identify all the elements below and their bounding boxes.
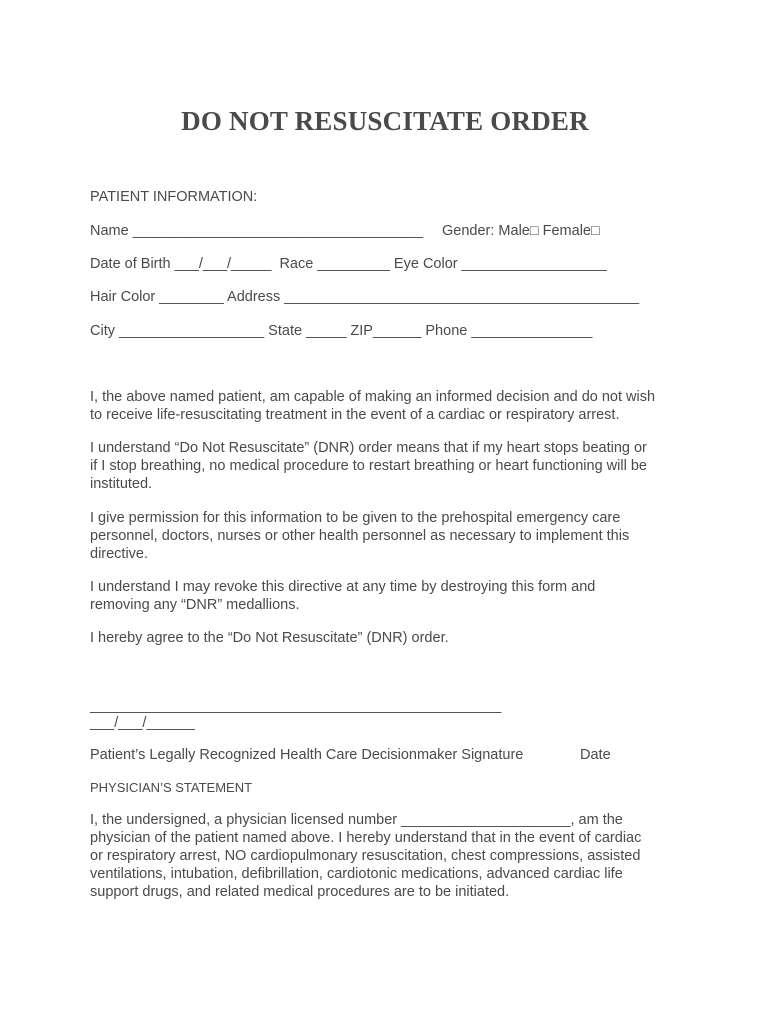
paragraph-permission: I give permission for this information to be given to the prehospital emergency care personnel, doctors, nurses or other health personnel as necessary to implement this directive. — [90, 510, 630, 562]
paragraph-capable: I, the above named patient, am capable of making an informed decision and do not wish to receive life-resuscitating treatment in the event of a cardiac or respiratory arrest. — [90, 389, 656, 423]
city-state-zip-phone-row: City __________________ State _____ ZIP______ Phone _______________ — [90, 323, 593, 339]
paragraph-agree: I hereby agree to the “Do Not Resuscitate” (DNR) order. — [90, 630, 449, 646]
name-field: Name ____________________________________ — [90, 223, 424, 239]
paragraph-revoke: I understand I may revoke this directive at any time by destroying this form and removing any “DNR” medallions. — [90, 579, 596, 613]
signature-date-label: Date — [580, 747, 611, 763]
hair-address-row: Hair Color ________ Address ____________________________________________ — [90, 289, 640, 305]
signature-line: ___________________________________________________ — [90, 698, 502, 714]
document-title: DO NOT RESUSCITATE ORDER — [181, 106, 589, 136]
patient-info-heading: PATIENT INFORMATION: — [90, 189, 258, 205]
signature-label: Patient’s Legally Recognized Health Care Decisionmaker Signature — [90, 747, 524, 763]
dob-race-eye-row: Date of Birth ___/___/_____ Race _________ Eye Color __________________ — [90, 256, 607, 272]
signature-date-line: ___/___/______ — [90, 715, 195, 731]
paragraph-understand-dnr: I understand “Do Not Resuscitate” (DNR) order means that if my heart stops beating or if I stop breathing, no medical procedure to restart breathing or heart functioning will be instituted. — [90, 440, 647, 492]
physician-statement: I, the undersigned, a physician licensed number _____________________, am the physician of the patient named above. I hereby understand that in the event of cardiac or respiratory arrest, NO cardiopulmonary resuscitation, chest compressions, assisted ventilations, intubation, defibrillation, cardiotonic medications, advanced cardiac life support drugs, and related medical procedures are to be initiated. — [90, 812, 642, 900]
gender-field: Gender: Male□ Female□ — [442, 223, 600, 239]
physician-heading: PHYSICIAN’S STATEMENT — [90, 780, 253, 795]
